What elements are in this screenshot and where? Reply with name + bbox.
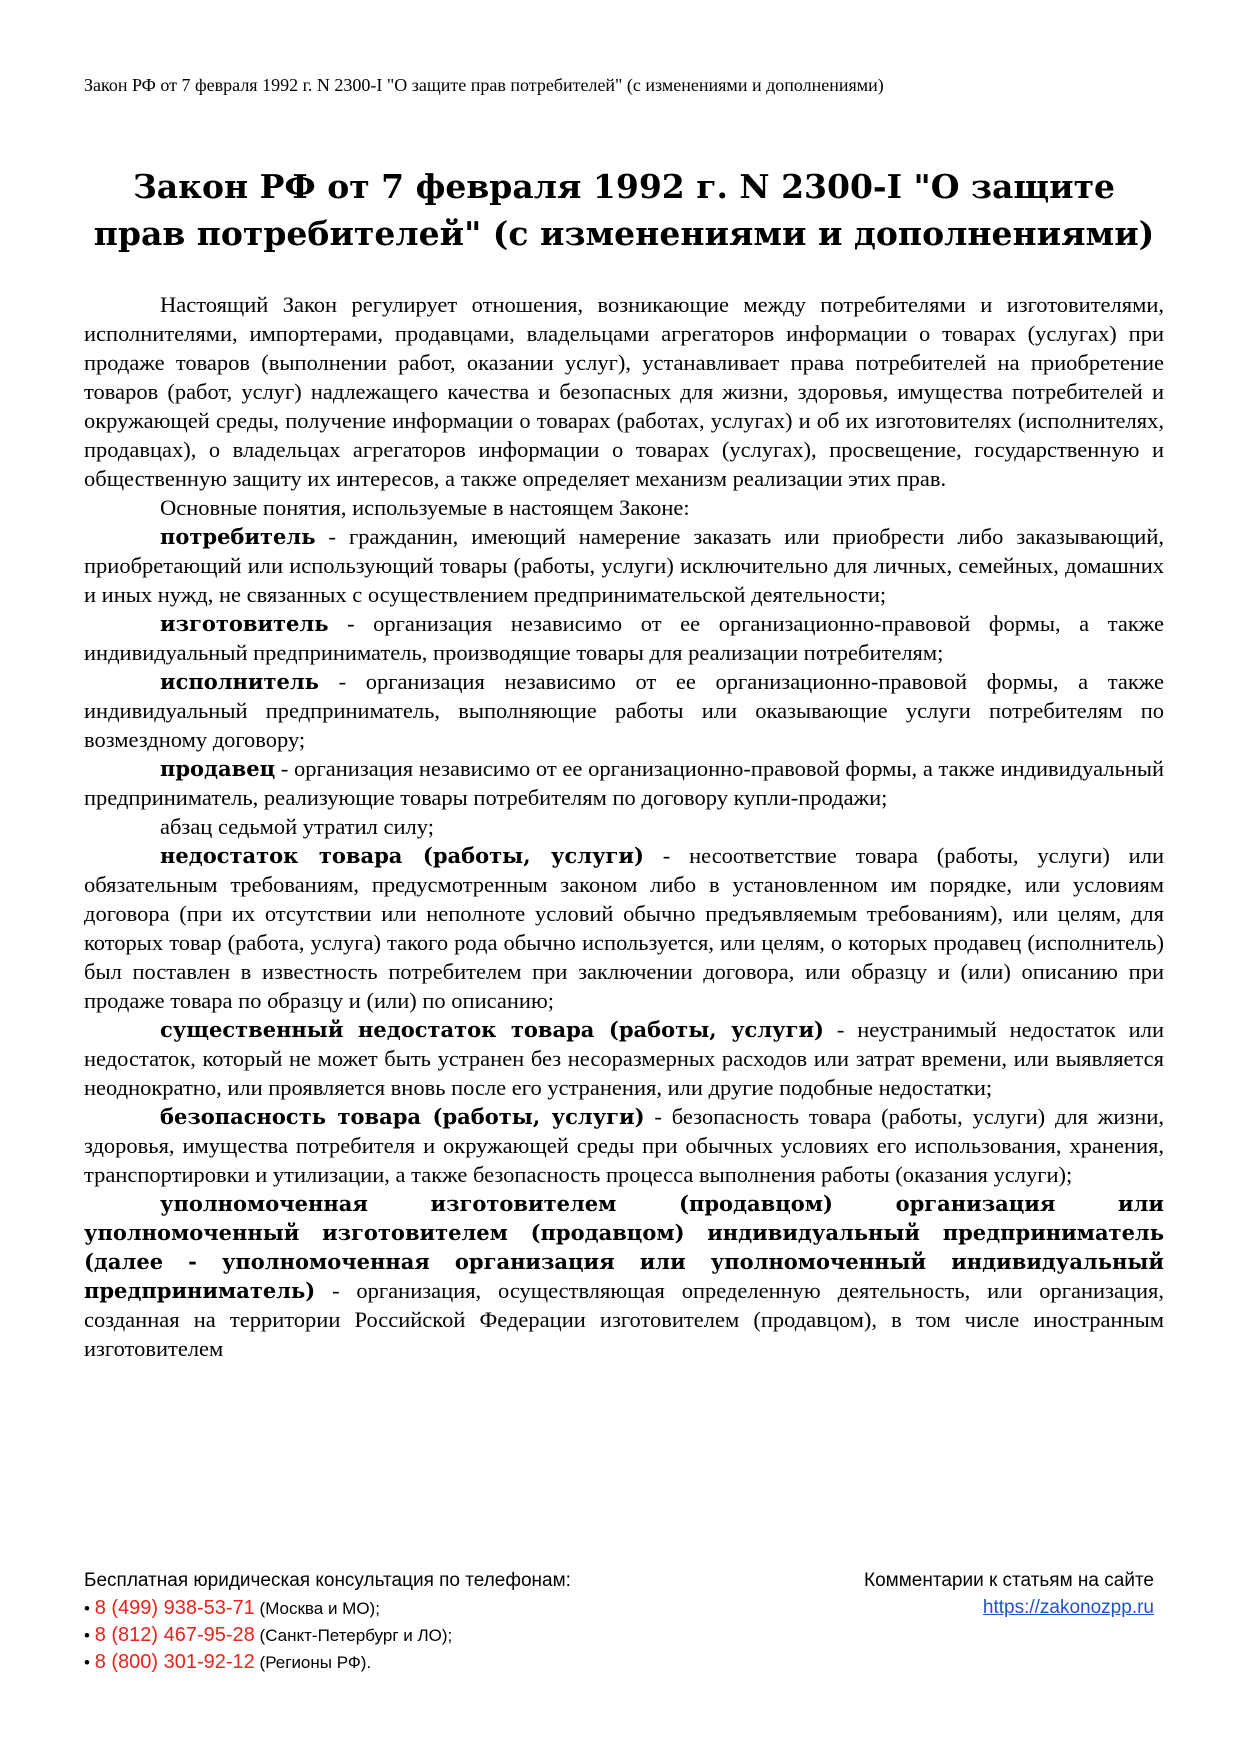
definition-significant-defect xyxy=(84,1015,1164,1102)
repealed-paragraph: абзац седьмой утратил силу; xyxy=(160,814,434,839)
bullet: • xyxy=(84,1653,90,1672)
definition-text: - организация независимо от ее организационно-правовой формы, а также индивидуальный предприниматель, производящие товары для реализации потребителям; xyxy=(84,611,1164,665)
consultation-heading: Бесплатная юридическая консультация по телефонам: xyxy=(84,1570,571,1591)
term-contractor: исполнитель xyxy=(160,669,319,694)
definition-text: - организация независимо от ее организационно-правовой формы, а также индивидуальный предприниматель, реализующие товары потребителям по договору купли-продажи; xyxy=(84,756,1164,810)
definition-text: - организация, осуществляющая определенную деятельность, или организация, созданная на территории Российской Федерации изготовителем (продавцом), в том числе иностранным изготовителем xyxy=(84,1278,1164,1361)
intro-paragraph: Настоящий Закон регулирует отношения, возникающие между потребителями и изготовителями, исполнителями, импортерами, продавцами, владельцами агрегаторов информации о товарах (услугах) при продаже товаров (выполнении работ, оказании услуг), устанавливает права потребителей на приобретение товаров (работ, услуг) надлежащего качества и безопасных для жизни, здоровья, имущества потребителей и окружающей среды, получение информации о товарах (работах, услугах) и об их изготовителях (исполнителях, продавцах), о владельцах агрегаторов информации о товарах (услугах), просвещение, государственную и общественную защиту их интересов, а также определяет механизм реализации этих прав. xyxy=(84,292,1164,491)
bullet: • xyxy=(84,1599,90,1618)
term-authorized-organization: уполномоченная изготовителем (продавцом) организация или уполномоченный изготовителем (продавцом) индивидуальный предприниматель (далее - уполномоченная организация или уполномоченный индивидуальный предприниматель) xyxy=(84,1191,1164,1303)
definition-text: - безопасность товара (работы, услуги) для жизни, здоровья, имущества потребителя и окружающей среды при обычных условиях его использования, хранения, транспортировки и утилизации, а также безопасность процесса выполнения работы (оказания услуги); xyxy=(84,1104,1164,1187)
term-defect: недостаток товара (работы, услуги) xyxy=(160,843,644,868)
definition-defect xyxy=(84,841,1164,1015)
term-product-safety: безопасность товара (работы, услуги) xyxy=(160,1104,645,1129)
definition-text: - организация независимо от ее организационно-правовой формы, а также индивидуальный предприниматель, выполняющие работы или оказывающие услуги потребителям по возмездному договору; xyxy=(84,669,1164,752)
page-header: Закон РФ от 7 февраля 1992 г. N 2300-I "О защите прав потребителей" (с изменениями и дополнениями) xyxy=(84,75,884,95)
term-seller: продавец xyxy=(160,756,276,781)
definition-contractor xyxy=(84,667,1164,754)
definition-text: - неустранимый недостаток или недостаток, который не может быть устранен без несоразмерных расходов или затрат времени, или выявляется неоднократно, или проявляется вновь после его устранения, или другие подобные недостатки; xyxy=(84,1017,1164,1100)
phone-number-link[interactable]: 8 (499) 938-53-71 xyxy=(94,1597,255,1619)
definition-product-safety xyxy=(84,1102,1164,1189)
phone-number-link[interactable]: 8 (812) 467-95-28 xyxy=(94,1624,255,1646)
phone-region: (Санкт-Петербург и ЛО); xyxy=(259,1626,453,1645)
phone-item-moscow xyxy=(84,1595,571,1622)
definition-text: - несоответствие товара (работы, услуги) или обязательным требованиям, предусмотренным законом либо в установленном им порядке, или условиям договора (при их отсутствии или неполноте условий обычно предъявляемым требованиям), или целям, для которых товар (работа, услуга) такого рода обычно используется, или целям, о которых продавец (исполнитель) был поставлен в известность потребителем при заключении договора, или образцу и (или) описанию при продаже товара по образцу и (или) по описанию; xyxy=(84,843,1164,1013)
definition-consumer xyxy=(84,522,1164,609)
document-body xyxy=(84,290,1164,1363)
phone-region: (Регионы РФ). xyxy=(259,1653,372,1672)
definition-text: - гражданин, имеющий намерение заказать или приобрести либо заказывающий, приобретающий или использующий товары (работы, услуги) исключительно для личных, семейных, домашних и иных нужд, не связанных с осуществлением предпринимательской деятельности; xyxy=(84,524,1164,607)
definition-authorized-organization xyxy=(84,1189,1164,1363)
phone-region: (Москва и МО); xyxy=(259,1599,380,1618)
term-manufacturer: изготовитель xyxy=(160,611,329,636)
consultation-block xyxy=(84,1567,571,1676)
bullet: • xyxy=(84,1626,90,1645)
comments-label: Комментарии к статьям на сайте xyxy=(864,1570,1154,1591)
definition-seller xyxy=(84,754,1164,812)
site-link[interactable]: https://zakonozpp.ru xyxy=(982,1597,1154,1618)
term-significant-defect: существенный недостаток товара (работы, услуги) xyxy=(160,1017,824,1042)
phone-item-spb xyxy=(84,1622,571,1649)
comments-block xyxy=(864,1567,1154,1621)
phone-number-link[interactable]: 8 (800) 301-92-12 xyxy=(94,1651,255,1673)
definition-manufacturer xyxy=(84,609,1164,667)
term-consumer: потребитель xyxy=(160,524,316,549)
page-footer xyxy=(84,1567,1164,1677)
document-title: Закон РФ от 7 февраля 1992 г. N 2300-I "О защите прав потребителей" (с изменениями и дополнениями) xyxy=(93,167,1155,253)
concepts-intro: Основные понятия, используемые в настоящем Законе: xyxy=(160,495,690,520)
phone-item-regions xyxy=(84,1649,571,1676)
